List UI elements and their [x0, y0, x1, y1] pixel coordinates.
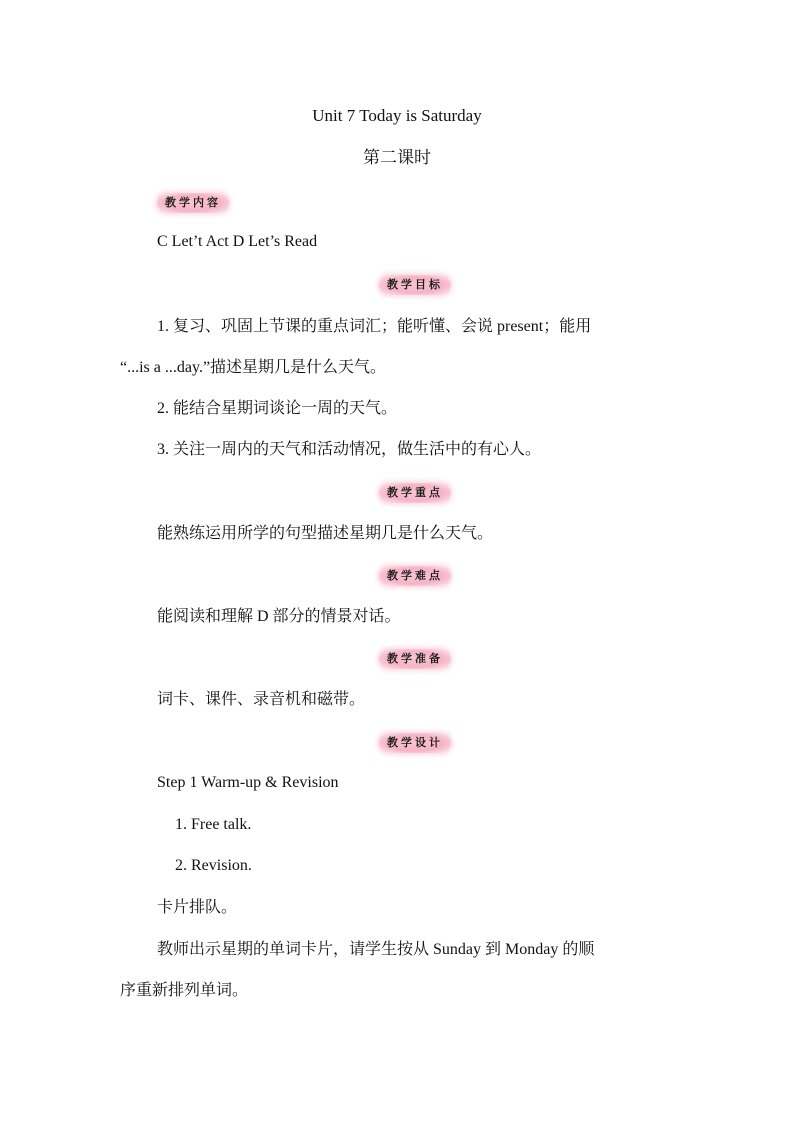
- key-points-text: 能熟练运用所学的句型描述星期几是什么天气。: [157, 525, 494, 542]
- section-badge-goals: 教学目标: [379, 275, 451, 295]
- design-step-heading: Step 1 Warm-up & Revision: [157, 774, 339, 791]
- section-badge-difficulties: 教学难点: [379, 566, 451, 586]
- section-badge-preparation: 教学准备: [379, 649, 451, 669]
- preparation-text: 词卡、课件、录音机和磁带。: [157, 691, 366, 708]
- design-line: 卡片排队。: [157, 899, 238, 916]
- goal-line: 3. 关注一周内的天气和活动情况，做生活中的有心人。: [157, 441, 542, 458]
- goal-line: 2. 能结合星期词谈论一周的天气。: [157, 400, 398, 417]
- section-badge-design: 教学设计: [379, 733, 451, 753]
- page-title: Unit 7 Today is Saturday: [312, 106, 482, 125]
- page-subtitle: 第二课时: [363, 148, 431, 167]
- design-line: 1. Free talk.: [175, 816, 252, 833]
- section-badge-content: 教学内容: [157, 193, 229, 213]
- content-text: C Let’t Act D Let’s Read: [157, 233, 318, 250]
- goal-line: “...is a ...day.”描述星期几是什么天气。: [120, 359, 387, 376]
- difficulties-text: 能阅读和理解 D 部分的情景对话。: [157, 608, 401, 625]
- design-line: 序重新排列单词。: [120, 982, 249, 999]
- design-line: 2. Revision.: [175, 857, 252, 874]
- goal-line: 1. 复习、巩固上节课的重点词汇；能听懂、会说 present；能用: [157, 318, 592, 335]
- design-line: 教师出示星期的单词卡片，请学生按从 Sunday 到 Monday 的顺: [157, 941, 595, 958]
- section-badge-key-points: 教学重点: [379, 483, 451, 503]
